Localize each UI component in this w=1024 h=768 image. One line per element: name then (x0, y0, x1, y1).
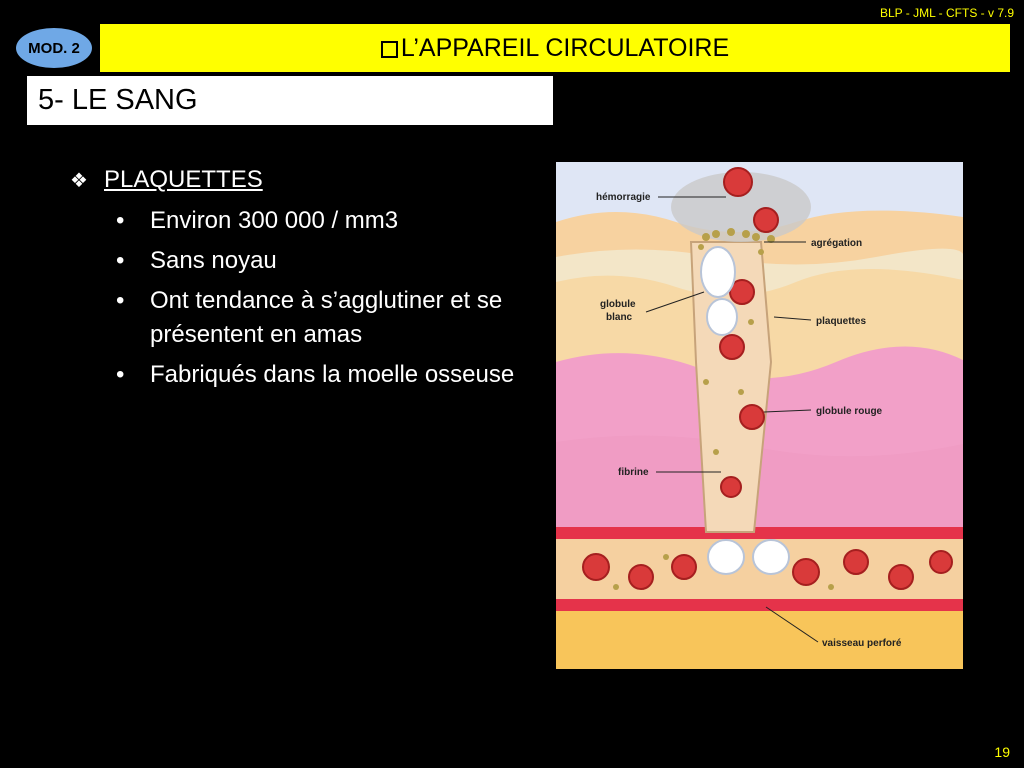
platelet-diagram (556, 162, 963, 669)
list-item-text: Ont tendance à s’agglutiner et se présentent en amas (150, 287, 503, 348)
section-title-box (27, 76, 553, 125)
bullet-list (70, 204, 530, 392)
content-area (70, 166, 530, 398)
module-badge (16, 28, 92, 68)
label-hemorragie: hémorragie (596, 192, 651, 203)
page-number: 19 (994, 744, 1010, 760)
list-item (70, 244, 530, 278)
list-item-text: Sans noyau (150, 247, 277, 274)
label-plaquettes: plaquettes (816, 316, 867, 327)
label-globule-rouge: globule rouge (816, 406, 883, 417)
heading-row (70, 166, 530, 194)
platelet-diagram-svg (556, 162, 963, 669)
version-label: BLP - JML - CFTS - v 7.9 (879, 6, 1014, 20)
list-item-text: Environ 300 000 / mm3 (150, 207, 399, 234)
list-item (70, 204, 530, 238)
slide-title: L’APPAREIL CIRCULATOIRE (400, 33, 730, 62)
section-title: 5- LE SANG (38, 84, 198, 116)
bullet-dot-icon: • (116, 287, 125, 314)
label-globule-blanc-1: globule (600, 299, 636, 310)
bullet-dot-icon: • (116, 247, 125, 274)
list-item (70, 284, 530, 352)
checkbox-bullet-icon (381, 41, 398, 58)
bullet-dot-icon: • (116, 207, 125, 234)
label-fibrine: fibrine (618, 467, 649, 478)
diamond-bullet-icon: ❖ (70, 169, 88, 192)
label-agregation: agrégation (811, 238, 863, 249)
list-item-text: Fabriqués dans la moelle osseuse (150, 361, 515, 388)
content-heading: PLAQUETTES (104, 166, 263, 193)
bullet-dot-icon: • (116, 361, 125, 388)
label-vaisseau: vaisseau perforé (822, 638, 902, 649)
list-item (70, 358, 530, 392)
slide-title-bar (100, 24, 1010, 72)
module-label: MOD. 2 (28, 39, 80, 57)
label-globule-blanc-2: blanc (606, 312, 633, 323)
